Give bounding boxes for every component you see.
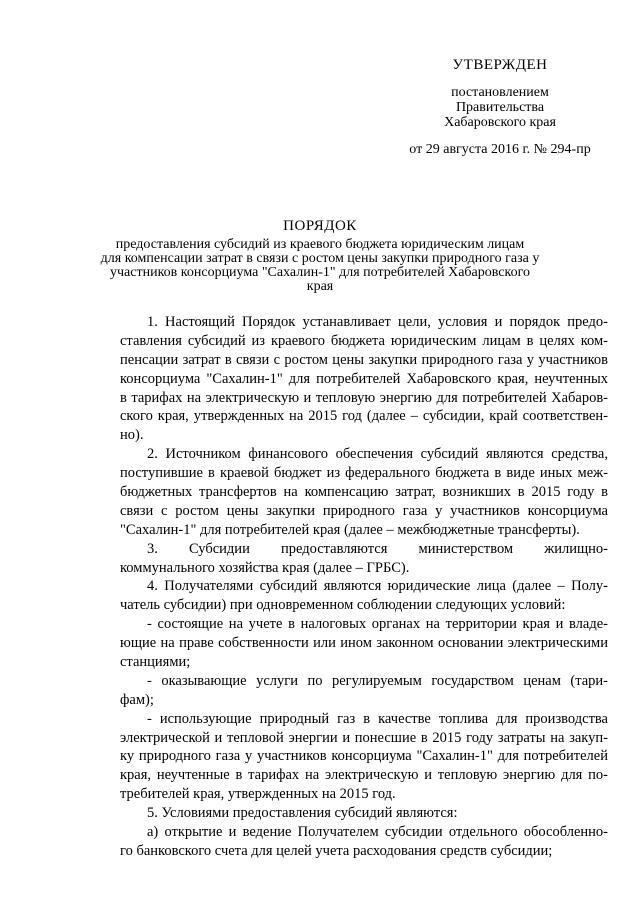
- approval-stamp: [380, 58, 620, 157]
- subtitle-line: предоставления субсидий из краевого бюджета юридическим лицам: [115, 237, 525, 252]
- body-line: "Сахалин-1" для потребителей края (далее – межбюджетные трансферты).: [120, 521, 580, 538]
- approval-heading: УТВЕРЖДЕН: [452, 57, 548, 73]
- body-line: связи с ростом цены закупки природного газа у участников консорциума: [120, 502, 608, 519]
- body-line: - состоящие на учете в налоговых органах на территории края и владе-: [147, 616, 608, 633]
- body-line: го банковского счета для целей учета расходования средств субсидии;: [120, 842, 553, 859]
- body-line: 2. Источником финансового обеспечения субсидий являются средства,: [147, 446, 608, 463]
- body-line: 3. Субсидии предоставляются министерством жилищно-: [147, 540, 608, 557]
- body-line: - использующие природный газ в качестве топлива для производства: [147, 710, 608, 727]
- subtitle-line: участников консорциума "Сахалин-1" для потребителей Хабаровского края: [110, 265, 530, 294]
- approval-line: Хабаровского края: [444, 115, 556, 130]
- body-line: электрической и тепловой энергии и понесшие в 2015 году затраты на закуп-: [120, 729, 608, 746]
- body-line: но).: [120, 427, 144, 444]
- document-title: ПОРЯДОК: [283, 218, 357, 234]
- document-body: [120, 313, 608, 861]
- body-line: бюджетных трансфертов на компенсацию затрат, возникших в 2015 году в: [120, 484, 608, 501]
- body-line: 1. Настоящий Порядок устанавливает цели, условия и порядок предо-: [147, 314, 608, 330]
- approval-date: от 29 августа 2016 г. № 294-пр: [409, 142, 591, 157]
- approval-line: постановлением: [451, 85, 549, 100]
- approval-line: Правительства: [455, 100, 545, 115]
- body-line: поступившие в краевой бюджет из федерального бюджета в виде иных меж-: [120, 465, 608, 482]
- body-line: - оказывающие услуги по регулируемым государством ценам (тари-: [147, 672, 608, 689]
- body-line: а) открытие и ведение Получателем субсидии отдельного обособленно-: [147, 824, 608, 841]
- body-line: фам);: [120, 691, 154, 708]
- body-line: ющие на праве собственности или ином законном основании электрическими: [120, 635, 608, 652]
- approval-authority: [380, 85, 620, 130]
- body-line: ского края, утвержденных на 2015 год (далее – субсидии, край соответствен-: [120, 408, 608, 425]
- body-line: ставления субсидий из краевого бюджета юридическим лицам в целях ком-: [120, 332, 608, 349]
- body-line: края, неучтенные в тарифах на электрическую и тепловую энергию для по-: [120, 767, 608, 784]
- body-line: ку природного газа у участников консорциума "Сахалин-1" для потребителей: [120, 748, 608, 765]
- body-line: пенсации затрат в связи с ростом цены закупки природного газа у участников: [120, 351, 608, 368]
- body-line: чатель субсидии) при одновременном соблюдении следующих условий:: [120, 597, 566, 614]
- body-line: консорциума "Сахалин-1" для потребителей Хабаровского края, неучтенных: [120, 370, 608, 387]
- body-line: в тарифах на электрическую и тепловую энергию для потребителей Хабаров-: [120, 389, 608, 406]
- body-line: 5. Условиями предоставления субсидий являются:: [147, 805, 458, 822]
- body-line: 4. Получателями субсидий являются юридические лица (далее – Полу-: [147, 578, 608, 595]
- body-line: станциями;: [120, 654, 191, 671]
- body-line: коммунального хозяйства края (далее – ГРБС).: [120, 559, 410, 576]
- body-line: требителей края, утвержденных на 2015 год.: [120, 786, 396, 803]
- document-subtitle: [100, 238, 540, 294]
- subtitle-line: для компенсации затрат в связи с ростом цены закупки природного газа у: [100, 251, 540, 266]
